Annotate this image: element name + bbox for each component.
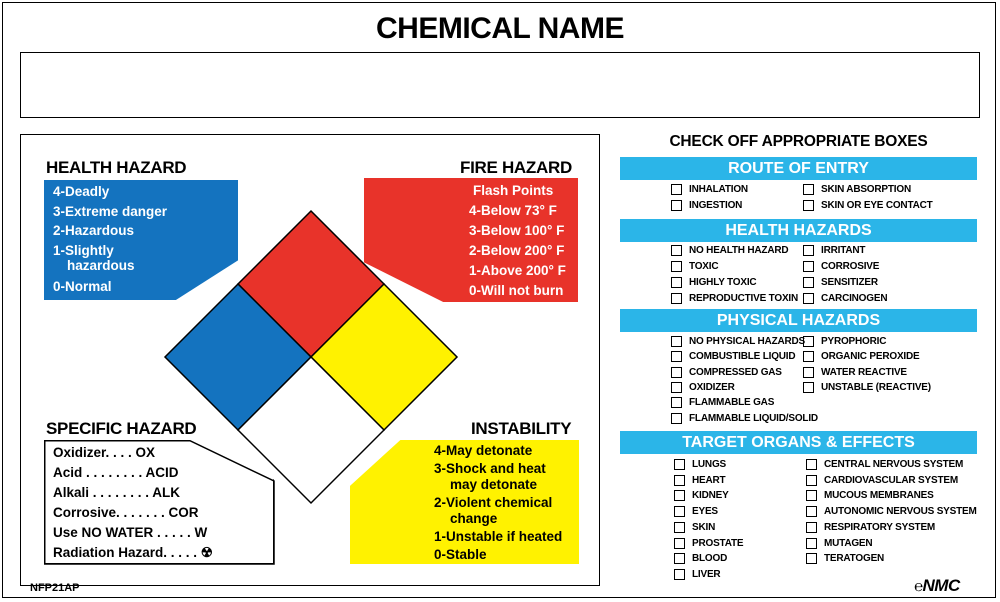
fire-item: 1-Above 200° F xyxy=(469,263,566,278)
checkbox-label: AUTONOMIC NERVOUS SYSTEM xyxy=(824,506,977,518)
checkbox[interactable] xyxy=(803,293,814,304)
logo-text: NMC xyxy=(922,576,960,595)
checkbox-label: PROSTATE xyxy=(692,537,744,549)
checkbox-label: SENSITIZER xyxy=(821,277,878,288)
checkbox-item-route[interactable] xyxy=(803,200,933,211)
checkbox[interactable] xyxy=(671,351,682,362)
checkbox-item-physical[interactable] xyxy=(671,351,795,362)
checkbox-label: LUNGS xyxy=(692,459,727,470)
checkbox-item-health[interactable] xyxy=(803,277,878,288)
fire-item: 2-Below 200° F xyxy=(469,243,565,258)
instability-item: 4-May detonate xyxy=(434,443,533,458)
checkbox[interactable] xyxy=(671,245,682,256)
checkbox-label: CARCINOGEN xyxy=(821,293,888,304)
checkbox-label: COMBUSTIBLE LIQUID xyxy=(689,351,796,363)
checkbox-item-physical[interactable] xyxy=(671,367,782,378)
checkbox-item-organs[interactable] xyxy=(674,490,729,501)
checkbox[interactable] xyxy=(806,522,817,533)
checkbox-label: CARDIOVASCULAR SYSTEM xyxy=(824,474,958,486)
checkbox-label: LIVER xyxy=(692,568,721,580)
checkbox[interactable] xyxy=(671,367,682,378)
health-hazards-band: HEALTH HAZARDS xyxy=(620,219,977,242)
checkbox[interactable] xyxy=(671,261,682,272)
checkbox[interactable] xyxy=(674,475,685,486)
checkbox[interactable] xyxy=(803,382,814,393)
checkbox-label: OXIDIZER xyxy=(689,381,735,393)
route-of-entry-band: ROUTE OF ENTRY xyxy=(620,157,977,180)
checkbox-item-physical[interactable] xyxy=(803,367,907,378)
checkbox-item-physical[interactable] xyxy=(671,413,818,424)
instability-item: may detonate xyxy=(450,477,538,492)
checkbox[interactable] xyxy=(674,553,685,564)
health-item: 3-Extreme danger xyxy=(53,203,168,219)
checkbox-item-physical[interactable] xyxy=(803,382,931,393)
checkbox-label: MUTAGEN xyxy=(824,537,873,549)
checkbox-item-organs[interactable] xyxy=(806,506,977,517)
health-item: 0-Normal xyxy=(53,279,112,294)
nmc-logo xyxy=(914,576,960,596)
checkbox[interactable] xyxy=(806,538,817,549)
specific-item: Use NO WATER . . . . . W xyxy=(53,525,208,540)
checkbox[interactable] xyxy=(674,538,685,549)
checkbox-item-health[interactable] xyxy=(671,277,756,288)
specific-item: Acid . . . . . . . . ACID xyxy=(53,465,179,480)
health-hazard-heading: HEALTH HAZARD xyxy=(46,158,187,177)
checkbox-label: UNSTABLE (REACTIVE) xyxy=(821,381,931,393)
checkbox-item-physical[interactable] xyxy=(803,336,886,347)
checkbox[interactable] xyxy=(671,293,682,304)
physical-hazards-band: PHYSICAL HAZARDS xyxy=(620,309,977,332)
checkbox-label: REPRODUCTIVE TOXIN xyxy=(689,293,799,304)
specific-hazard-heading: SPECIFIC HAZARD xyxy=(46,419,197,438)
specific-item: Oxidizer. . . . OX xyxy=(53,445,156,460)
checkbox-item-health[interactable] xyxy=(803,293,887,304)
checkbox-label: TOXIC xyxy=(689,261,719,272)
checkbox-item-physical[interactable] xyxy=(671,336,805,347)
checkbox[interactable] xyxy=(671,382,682,393)
health-item: 2-Hazardous xyxy=(53,223,135,238)
health-hazard-list xyxy=(53,182,167,297)
checkbox[interactable] xyxy=(671,277,682,288)
instability-item: change xyxy=(450,511,498,526)
checkbox-label: NO PHYSICAL HAZARDS xyxy=(689,336,806,347)
checkbox[interactable] xyxy=(671,184,682,195)
checkbox-label: INGESTION xyxy=(689,200,743,211)
checkbox-item-route[interactable] xyxy=(671,184,748,195)
checkbox-item-health[interactable] xyxy=(671,245,788,256)
product-code: NFP21AP xyxy=(30,582,80,594)
checkbox-label: MUCOUS MEMBRANES xyxy=(824,490,934,502)
instability-item: 0-Stable xyxy=(434,547,487,562)
health-item: 1-Slightly xyxy=(53,242,114,258)
checkbox[interactable] xyxy=(674,459,685,470)
checkbox-label: SKIN ABSORPTION xyxy=(821,184,911,195)
checkbox-item-organs[interactable] xyxy=(806,553,884,564)
checkbox-item-organs[interactable] xyxy=(674,459,726,470)
checkbox-item-physical[interactable] xyxy=(803,351,919,362)
checkbox[interactable] xyxy=(674,522,685,533)
checkbox[interactable] xyxy=(806,459,817,470)
page-title: CHEMICAL NAME xyxy=(376,12,624,45)
checkbox-item-organs[interactable] xyxy=(806,490,934,501)
checkbox[interactable] xyxy=(803,336,814,347)
checkbox-item-organs[interactable] xyxy=(806,475,958,486)
checkbox-item-organs[interactable] xyxy=(674,553,727,564)
checkbox-label: RESPIRATORY SYSTEM xyxy=(824,521,936,533)
checkbox-label: COMPRESSED GAS xyxy=(689,366,782,378)
checkbox-item-organs[interactable] xyxy=(806,538,872,549)
checkbox-label: FLAMMABLE LIQUID/SOLID xyxy=(689,412,818,424)
checkbox-label: ORGANIC PEROXIDE xyxy=(821,351,920,363)
fire-item: 4-Below 73° F xyxy=(469,203,557,218)
checkbox[interactable] xyxy=(671,413,682,424)
instability-heading: INSTABILITY xyxy=(471,419,572,438)
checkbox-label: WATER REACTIVE xyxy=(821,366,907,378)
checkbox[interactable] xyxy=(671,397,682,408)
checkbox[interactable] xyxy=(674,569,685,580)
checkbox-item-organs[interactable] xyxy=(806,522,935,533)
health-item: 4-Deadly xyxy=(53,184,110,199)
checkbox[interactable] xyxy=(803,200,814,211)
checkbox-label: TERATOGEN xyxy=(824,553,885,565)
checkbox[interactable] xyxy=(803,245,814,256)
health-item: hazardous xyxy=(67,258,135,273)
checkbox-item-organs[interactable] xyxy=(674,475,725,486)
chemical-name-field[interactable] xyxy=(20,52,980,118)
fire-item: 0-Will not burn xyxy=(469,283,564,298)
checkbox-label: KIDNEY xyxy=(692,490,729,502)
checkbox[interactable] xyxy=(671,336,682,347)
checkbox-label: EYES xyxy=(692,506,718,518)
checkbox-item-physical[interactable] xyxy=(671,382,735,393)
checkbox-label: INHALATION xyxy=(689,184,748,195)
checkbox-label: HIGHLY TOXIC xyxy=(689,277,757,288)
checkbox[interactable] xyxy=(803,367,814,378)
checkbox-label: FLAMMABLE GAS xyxy=(689,397,775,409)
checkbox[interactable] xyxy=(806,553,817,564)
fire-item: 3-Below 100° F xyxy=(469,223,565,238)
checkbox[interactable] xyxy=(803,184,814,195)
checkbox[interactable] xyxy=(803,277,814,288)
instability-item: 1-Unstable if heated xyxy=(434,529,563,544)
checkbox-label: HEART xyxy=(692,474,726,486)
specific-item: Alkali . . . . . . . . ALK xyxy=(53,485,181,500)
checkbox-item-health[interactable] xyxy=(803,261,879,272)
checkbox-item-route[interactable] xyxy=(803,184,911,195)
checkbox-label: SKIN xyxy=(692,521,716,533)
nfpa-diamond xyxy=(160,208,462,510)
checkbox[interactable] xyxy=(806,490,817,501)
checkbox-label: CORROSIVE xyxy=(821,261,880,272)
target-organs-band: TARGET ORGANS & EFFECTS xyxy=(620,431,977,454)
checkbox-item-health[interactable] xyxy=(671,293,798,304)
checkbox-label: NO HEALTH HAZARD xyxy=(689,245,789,256)
checkbox[interactable] xyxy=(674,506,685,517)
checkbox[interactable] xyxy=(803,261,814,272)
checkbox-item-physical[interactable] xyxy=(671,397,774,408)
checkbox-item-organs[interactable] xyxy=(674,538,743,549)
checkbox-label: IRRITANT xyxy=(821,245,866,256)
logo-mark: ℮ xyxy=(914,578,923,595)
checkbox[interactable] xyxy=(674,490,685,501)
checkbox[interactable] xyxy=(806,475,817,486)
checkbox-item-organs[interactable] xyxy=(806,459,963,470)
flash-points-label: Flash Points xyxy=(473,183,554,198)
checkbox[interactable] xyxy=(671,200,682,211)
checkbox-item-health[interactable] xyxy=(803,245,865,256)
checkbox-label: PYROPHORIC xyxy=(821,336,887,347)
checkbox-label: CENTRAL NERVOUS SYSTEM xyxy=(824,459,964,470)
checkbox-item-organs[interactable] xyxy=(674,569,720,580)
fire-hazard-list xyxy=(469,181,566,301)
checkbox-item-health[interactable] xyxy=(671,261,718,272)
instability-item: 3-Shock and heat xyxy=(434,461,546,476)
specific-item: Corrosive. . . . . . . COR xyxy=(53,505,199,520)
checkoff-heading: CHECK OFF APPROPRIATE BOXES xyxy=(669,133,928,150)
instability-item: 2-Violent chemical xyxy=(434,495,553,510)
checkbox[interactable] xyxy=(803,351,814,362)
checkbox-item-organs[interactable] xyxy=(674,522,715,533)
checkbox[interactable] xyxy=(806,506,817,517)
checkbox-item-organs[interactable] xyxy=(674,506,718,517)
specific-item: Radiation Hazard. . . . . ☢ xyxy=(53,545,213,560)
checkbox-label: SKIN OR EYE CONTACT xyxy=(821,200,933,211)
checkbox-label: BLOOD xyxy=(692,553,728,565)
checkbox-item-route[interactable] xyxy=(671,200,742,211)
fire-hazard-heading: FIRE HAZARD xyxy=(460,158,572,177)
